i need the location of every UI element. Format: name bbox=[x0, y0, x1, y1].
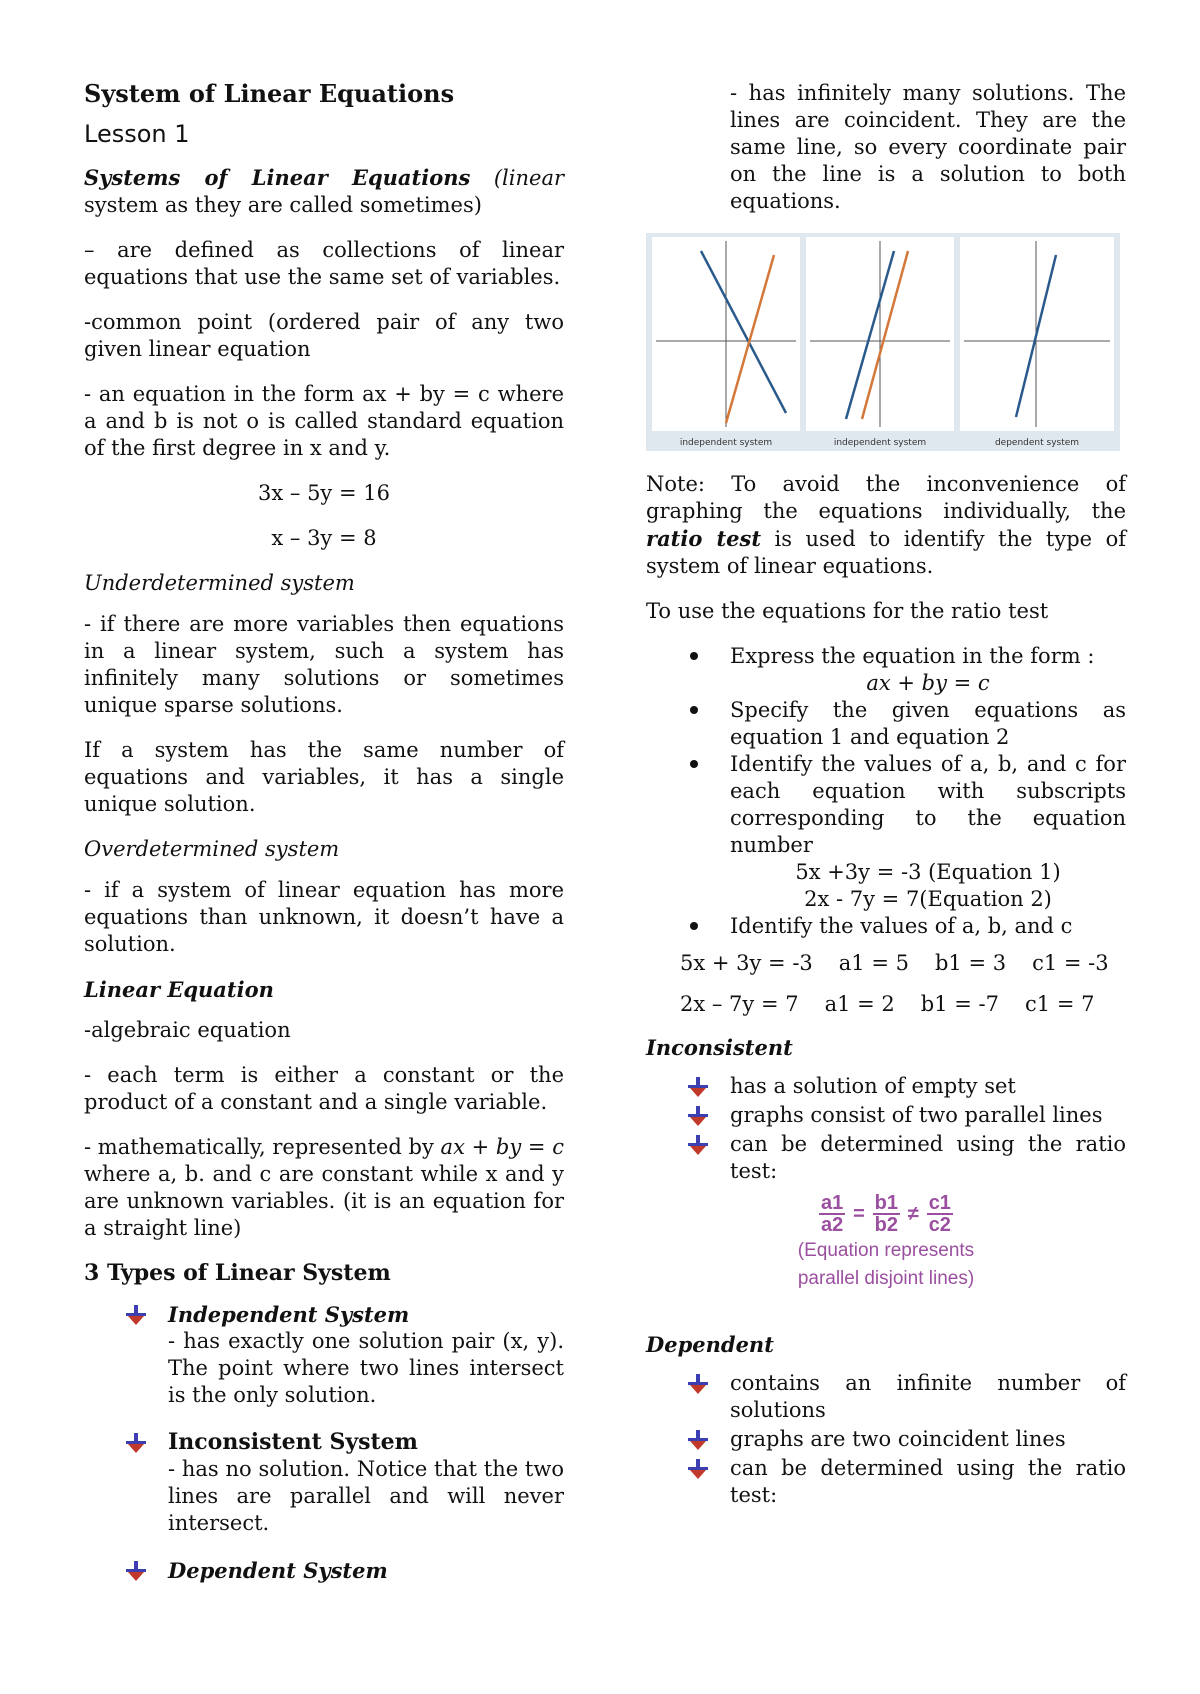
example-equation-1: 3x – 5y = 16 bbox=[258, 481, 390, 505]
linear-equation-heading: Linear Equation bbox=[84, 977, 274, 1002]
linear-equation-def-3 bbox=[84, 1134, 564, 1242]
list-item bbox=[686, 697, 1126, 751]
inconsistent-heading: Inconsistent bbox=[646, 1035, 793, 1060]
graph-label: dependent system bbox=[994, 438, 1080, 448]
underdetermined-text: - if there are more variables then equations in a linear system, such a system has infinitely many solutions or sometimes unique sparse solutions. bbox=[84, 612, 564, 717]
list-item bbox=[686, 1455, 1126, 1509]
sle-definition-intro bbox=[84, 164, 564, 219]
not-equals-sign: ≠ bbox=[907, 1202, 919, 1225]
graphs-svg bbox=[646, 233, 1120, 451]
step-equation: 5x +3y = -3 (Equation 1) bbox=[795, 860, 1061, 884]
sle-term: Systems of Linear Equations bbox=[84, 165, 471, 190]
item-text: can be determined using the ratio test: bbox=[730, 1132, 1126, 1183]
item-text: can be determined using the ratio test: bbox=[730, 1456, 1126, 1507]
coef-row bbox=[680, 950, 1126, 977]
linear-equation-def-2: - each term is either a constant or the product of a constant and a single variable. bbox=[84, 1063, 564, 1114]
step-text: Identify the values of a, b, and c for each equation with subscripts corresponding to the equation number bbox=[730, 752, 1126, 857]
step-text: Specify the given equations as equation 1 and equation 2 bbox=[730, 698, 1126, 749]
types-list bbox=[124, 1301, 564, 1584]
step-text: Identify the values of a, b, and c bbox=[730, 914, 1073, 938]
left-column bbox=[84, 80, 564, 1604]
inconsistent-list bbox=[686, 1073, 1126, 1185]
down-arrow-icon bbox=[124, 1304, 148, 1326]
down-arrow-icon bbox=[686, 1134, 710, 1156]
type-title: Inconsistent System bbox=[168, 1429, 418, 1455]
coef-eq: 5x + 3y = -3 bbox=[680, 951, 813, 975]
coef-b: b1 = -7 bbox=[920, 992, 1000, 1016]
list-item bbox=[686, 1426, 1126, 1453]
graph-label: independent system bbox=[833, 438, 927, 448]
coef-row bbox=[680, 991, 1126, 1018]
definition-1: – are defined as collections of linear equations that use the same set of variables. bbox=[84, 238, 564, 289]
type-title: Dependent System bbox=[168, 1558, 388, 1583]
type-desc: - has no solution. Notice that the two lines are parallel and will never intersect. bbox=[168, 1457, 564, 1535]
numerator: c1 bbox=[928, 1192, 951, 1214]
numerator: b1 bbox=[874, 1192, 899, 1214]
list-item bbox=[686, 751, 1126, 913]
sle-rest: system as they are called sometimes) bbox=[84, 193, 482, 217]
overdetermined-heading: Overdetermined system bbox=[84, 837, 340, 861]
down-arrow-icon bbox=[686, 1105, 710, 1127]
type-title: Independent System bbox=[168, 1302, 410, 1327]
down-arrow-icon bbox=[124, 1560, 148, 1582]
down-arrow-icon bbox=[686, 1458, 710, 1480]
dependent-continued: - has infinitely many solutions. The lines are coincident. They are the same line, so every coordinate pair on the line is a solution to both equations. bbox=[730, 81, 1126, 213]
equals-sign: = bbox=[853, 1202, 865, 1225]
lin-p3b: ax + by = c bbox=[440, 1135, 564, 1159]
denominator: a2 bbox=[821, 1214, 844, 1236]
graphs-figure bbox=[646, 233, 1120, 451]
ratio-caption-1: (Equation represents bbox=[797, 1240, 975, 1261]
bullet-icon bbox=[690, 760, 698, 768]
page-title: System of Linear Equations bbox=[84, 79, 455, 108]
note-paragraph bbox=[646, 471, 1126, 580]
note-c: is used to identify the type of system of linear equations. bbox=[646, 527, 1126, 578]
list-item bbox=[124, 1557, 564, 1584]
item-text: graphs consist of two parallel lines bbox=[730, 1103, 1103, 1127]
list-item bbox=[686, 643, 1126, 697]
coef-c: c1 = 7 bbox=[1025, 992, 1095, 1016]
example-equation-2: x – 3y = 8 bbox=[271, 526, 377, 550]
coef-b: b1 = 3 bbox=[934, 951, 1007, 975]
down-arrow-icon bbox=[686, 1076, 710, 1098]
list-item bbox=[124, 1301, 564, 1409]
bullet-icon bbox=[690, 922, 698, 930]
note-b: ratio test bbox=[646, 526, 762, 551]
list-item bbox=[686, 913, 1126, 940]
right-column bbox=[646, 80, 1126, 1511]
fraction-b bbox=[873, 1193, 900, 1235]
types-heading: 3 Types of Linear System bbox=[84, 1260, 391, 1286]
item-text: graphs are two coincident lines bbox=[730, 1427, 1066, 1451]
list-item bbox=[686, 1073, 1126, 1100]
fraction-c bbox=[927, 1193, 953, 1235]
down-arrow-icon bbox=[686, 1429, 710, 1451]
steps-list bbox=[686, 643, 1126, 940]
ratio-test-figure bbox=[646, 1193, 1126, 1291]
step-equation: ax + by = c bbox=[866, 671, 990, 695]
sle-paren: (linear bbox=[493, 166, 564, 190]
list-item bbox=[686, 1131, 1126, 1185]
ratio-caption-2: parallel disjoint lines) bbox=[797, 1268, 975, 1289]
bullet-icon bbox=[690, 706, 698, 714]
list-item bbox=[686, 1102, 1126, 1129]
overdetermined-text: - if a system of linear equation has more equations than unknown, it doesn’t have a solution. bbox=[84, 878, 564, 956]
denominator: c2 bbox=[928, 1214, 951, 1236]
underdetermined-heading: Underdetermined system bbox=[84, 571, 355, 595]
item-text: contains an infinite number of solutions bbox=[730, 1371, 1126, 1422]
coef-a: a1 = 2 bbox=[824, 992, 895, 1016]
coef-a: a1 = 5 bbox=[838, 951, 909, 975]
down-arrow-icon bbox=[124, 1432, 148, 1454]
definition-2: -common point (ordered pair of any two given linear equation bbox=[84, 310, 564, 361]
lin-p3a: - mathematically, represented by bbox=[84, 1135, 434, 1159]
denominator: b2 bbox=[874, 1214, 899, 1236]
list-item bbox=[124, 1429, 564, 1537]
same-number-text: If a system has the same number of equations and variables, it has a single unique solution. bbox=[84, 738, 564, 816]
coef-c: c1 = -3 bbox=[1032, 951, 1109, 975]
step-text: Express the equation in the form : bbox=[730, 644, 1095, 668]
coef-eq: 2x – 7y = 7 bbox=[680, 992, 799, 1016]
definition-3: - an equation in the form ax + by = c where a and b is not o is called standard equation of the first degree in x and y. bbox=[84, 382, 564, 460]
ratio-formula bbox=[646, 1193, 1126, 1235]
step-equation: 2x - 7y = 7(Equation 2) bbox=[804, 887, 1052, 911]
fraction-a bbox=[819, 1193, 845, 1235]
note-a: Note: To avoid the inconvenience of graphing the equations individually, the bbox=[646, 472, 1126, 523]
dependent-heading: Dependent bbox=[646, 1332, 774, 1357]
type-desc: - has exactly one solution pair (x, y). The point where two lines intersect is the only solution. bbox=[168, 1329, 564, 1407]
bullet-icon bbox=[690, 652, 698, 660]
item-text: has a solution of empty set bbox=[730, 1074, 1016, 1098]
lin-p3c: where a, b. and c are constant while x and y are unknown variables. (it is an equation for a straight line) bbox=[84, 1162, 564, 1240]
use-paragraph: To use the equations for the ratio test bbox=[646, 599, 1049, 623]
lesson-label: Lesson 1 bbox=[84, 120, 190, 148]
down-arrow-icon bbox=[686, 1373, 710, 1395]
list-item bbox=[686, 1370, 1126, 1424]
graph-label: independent system bbox=[679, 438, 773, 448]
linear-equation-def-1: -algebraic equation bbox=[84, 1018, 291, 1042]
numerator: a1 bbox=[821, 1192, 844, 1214]
dependent-list bbox=[686, 1370, 1126, 1509]
